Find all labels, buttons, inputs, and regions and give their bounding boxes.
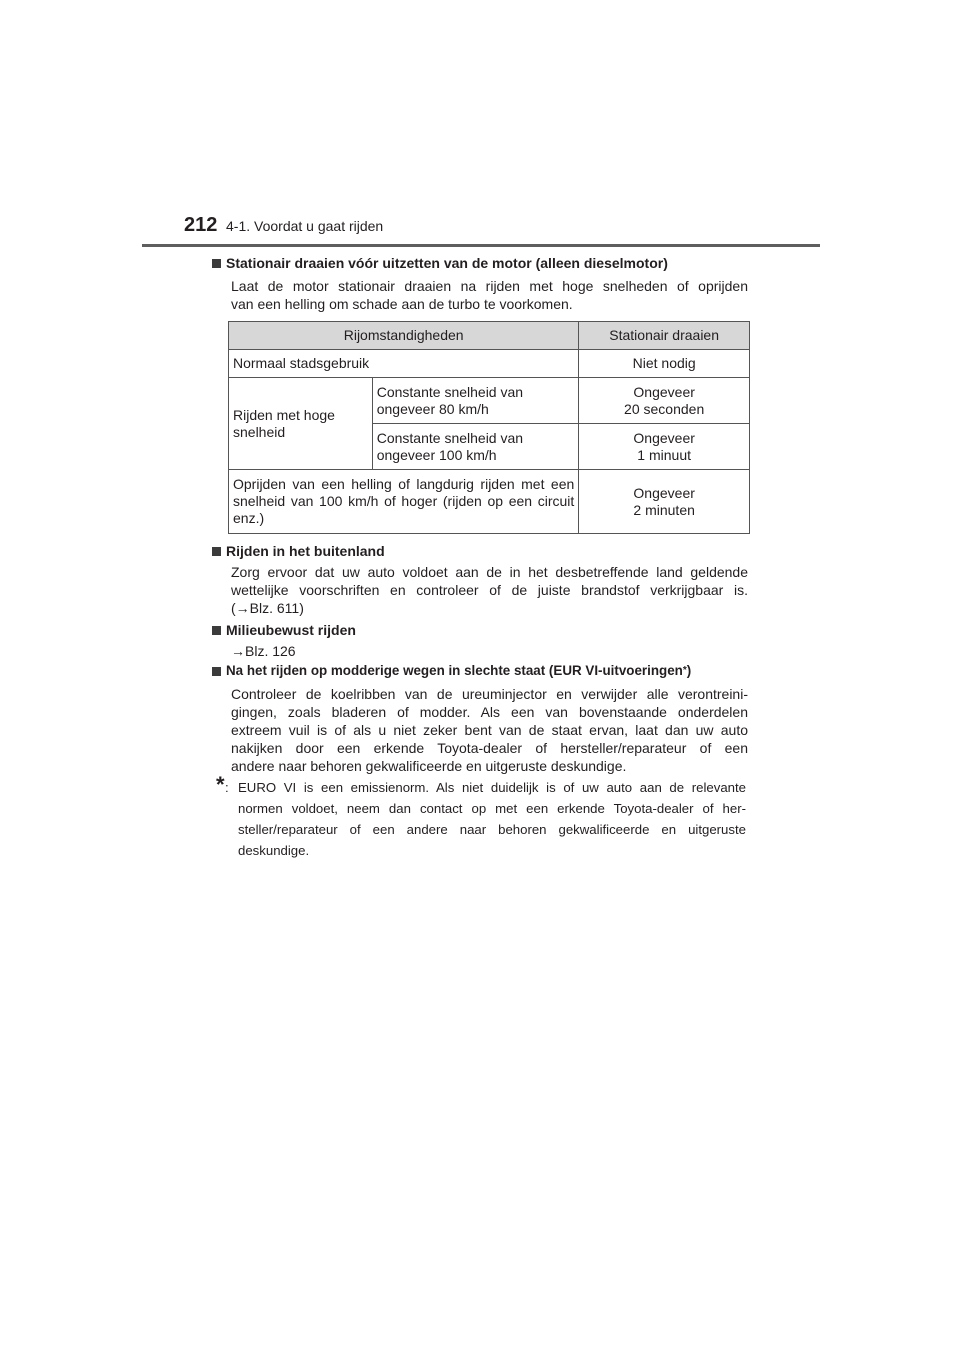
- section-driving-abroad: [212, 542, 748, 617]
- footnote-text: EURO VI is een emissienorm. Als niet duidelijk is of uw auto aan de relevante normen voldoet, neem dan contact op met een erkende Toyota-dealer of her- steller/reparateur of een andere naar behoren gekwalificeerde en uitgeruste deskundige.: [238, 780, 746, 858]
- table-row: [229, 470, 750, 534]
- page-header: [184, 214, 383, 237]
- section-eco-driving: [212, 621, 748, 660]
- section-title: 4-1. Voordat u gaat rijden: [226, 218, 384, 234]
- table-cell-condition: Oprijden van een helling of langdurig rijden met een snelheid van 100 km/h of hoger (rijden op een circuit enz.): [229, 470, 579, 534]
- table-cell-condition: Constante snelheid van ongeveer 100 km/h: [372, 424, 579, 470]
- table-cell-value: Ongeveer 2 minuten: [579, 470, 750, 534]
- square-bullet-icon: [212, 667, 221, 676]
- table-cell-value: Ongeveer 20 seconden: [579, 378, 750, 424]
- footnote-colon: :: [225, 780, 229, 795]
- table-cell-value: Niet nodig: [579, 350, 750, 378]
- page-reference-link[interactable]: (→Blz. 611): [231, 600, 304, 616]
- table-row: [229, 378, 750, 424]
- idle-time-table: [228, 321, 750, 534]
- table-cell-condition: Constante snelheid van ongeveer 80 km/h: [372, 378, 579, 424]
- footnote: [216, 772, 746, 861]
- section-body: Zorg ervoor dat uw auto voldoet aan de in het desbetreffende land geldende wettelijke voorschriften en controleer of de juiste brandstof verkrijgbaar is. (→Blz. 611): [231, 564, 748, 616]
- header-divider: [142, 244, 820, 247]
- section-heading: Na het rijden op modderige wegen in slechte staat (EUR VI-uitvoeringen * ): [212, 662, 748, 680]
- footnote-marker: *: [216, 772, 225, 797]
- section-body: Controleer de koelribben van de ureuminjector en verwijder alle verontreini- gingen, zoals bladeren of modder. Als een van bovenstaande onderdelen extreem vuil is of als u niet zeker bent van de staat ervan, laat dan uw auto nakijken door een erkende Toyota-dealer of hersteller/reparateur of een andere naar behoren gekwalificeerde en uitgeruste deskundige.: [231, 686, 748, 774]
- page-reference-link[interactable]: →Blz. 126: [231, 643, 296, 659]
- table-cell-condition: Normaal stadsgebruik: [229, 350, 579, 378]
- square-bullet-icon: [212, 547, 221, 556]
- table-header-row: [229, 322, 750, 350]
- section-muddy-roads: [212, 662, 748, 775]
- section-heading: Milieubewust rijden: [212, 621, 748, 639]
- section-heading: Stationair draaien vóór uitzetten van de motor (alleen dieselmotor): [212, 254, 748, 272]
- square-bullet-icon: [212, 259, 221, 268]
- section-body: Laat de motor stationair draaien na rijden met hoge snelheden of oprijden van een helling om schade aan de turbo te voorkomen.: [231, 278, 748, 312]
- table-cell-value: Ongeveer 1 minuut: [579, 424, 750, 470]
- section-idle-before-stop: [212, 254, 748, 313]
- table-row: [229, 350, 750, 378]
- page-number: 212: [184, 214, 218, 236]
- table-header-conditions: Rijomstandigheden: [229, 322, 579, 350]
- table-cell-group-label: Rijden met hoge snelheid: [229, 378, 373, 470]
- section-heading: Rijden in het buitenland: [212, 542, 748, 560]
- table-header-idle: Stationair draaien: [579, 322, 750, 350]
- section-body: [231, 642, 748, 660]
- square-bullet-icon: [212, 626, 221, 635]
